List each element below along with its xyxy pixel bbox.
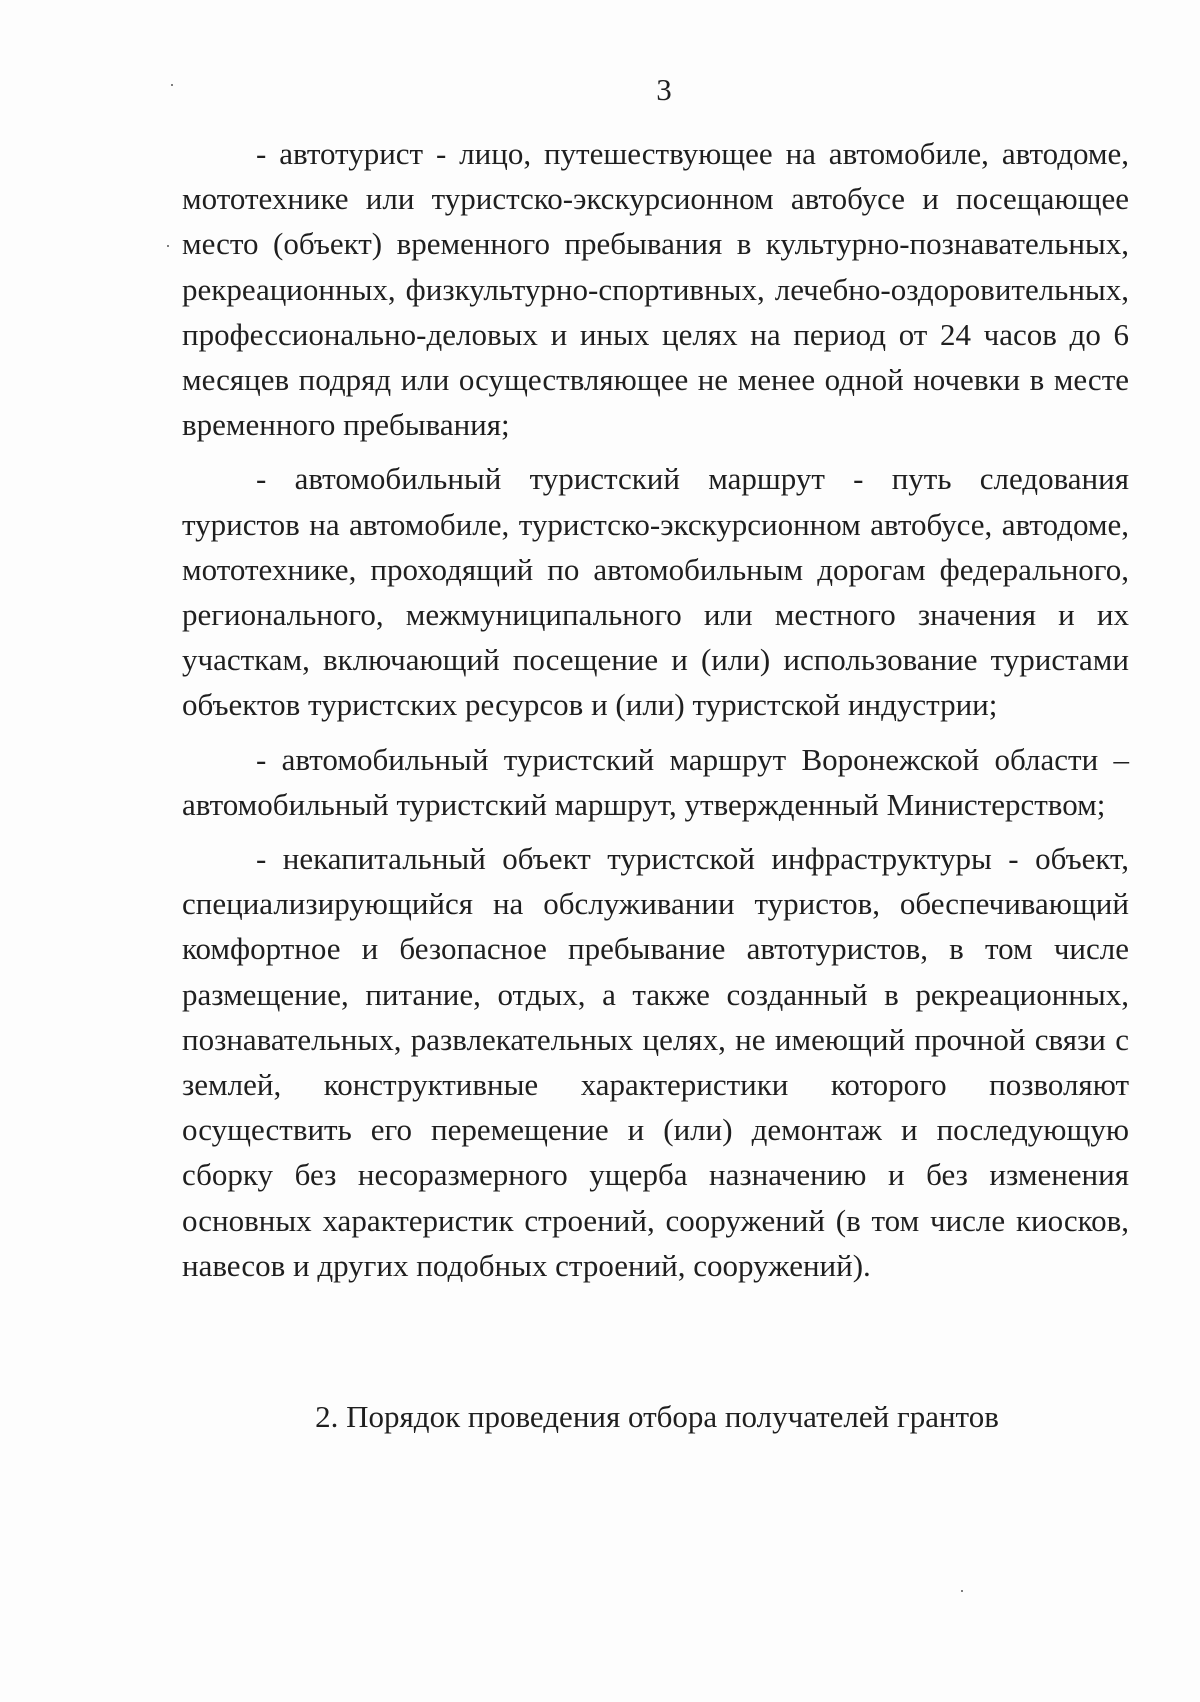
page-number: 3 (656, 72, 672, 107)
scan-speck (171, 84, 173, 86)
definition-paragraph-auto-route: - автомобильный туристский маршрут - путь следования туристов на автомобиле, туристско-экскурсионном автобусе, автодоме, мототехнике, проходящий по автомобильным дорогам федерального, регионального, межмуниципального или местного значения и их участкам, включающий посещение и (или) использование туристами объектов туристских ресурсов и (или) туристской индустрии; (182, 461, 1129, 723)
scan-speck (961, 1590, 963, 1592)
definition-paragraph-noncapital-object: - некапитальный объект туристской инфраструктуры - объект, специализирующийся на обслуживании туристов, обеспечивающий комфортное и безопасное пребывание автотуристов, в том числе размещение, питание, отдых, а также созданный в рекреационных, познавательных, развлекательных целях, не имеющий прочной связи с землей, конструктивные характеристики которого позволяют осуществить его перемещение и (или) демонтаж и последующую сборку без несоразмерного ущерба назначению и без изменения основных характеристик строений, сооружений (в том числе киосков, навесов и других подобных строений, сооружений). (182, 841, 1129, 1283)
scan-speck (167, 245, 169, 247)
definition-paragraph-voronezh-route: - автомобильный туристский маршрут Воронежской области – автомобильный туристский маршрут, утвержденный Министерством; (182, 741, 1129, 822)
body-text (182, 131, 1129, 1297)
section-heading: 2. Порядок проведения отбора получателей грантов (315, 1399, 999, 1434)
definition-paragraph-autotourist: - автотурист - лицо, путешествующее на автомобиле, автодоме, мототехнике или туристско-экскурсионном автобусе и посещающее место (объект) временного пребывания в культурно-познавательных, рекреационных, физкультурно-спортивных, лечебно-оздоровительных, профессионально-деловых и иных целях на период от 24 часов до 6 месяцев подряд или осуществляющее не менее одной ночевки в месте временного пребывания; (182, 136, 1129, 443)
